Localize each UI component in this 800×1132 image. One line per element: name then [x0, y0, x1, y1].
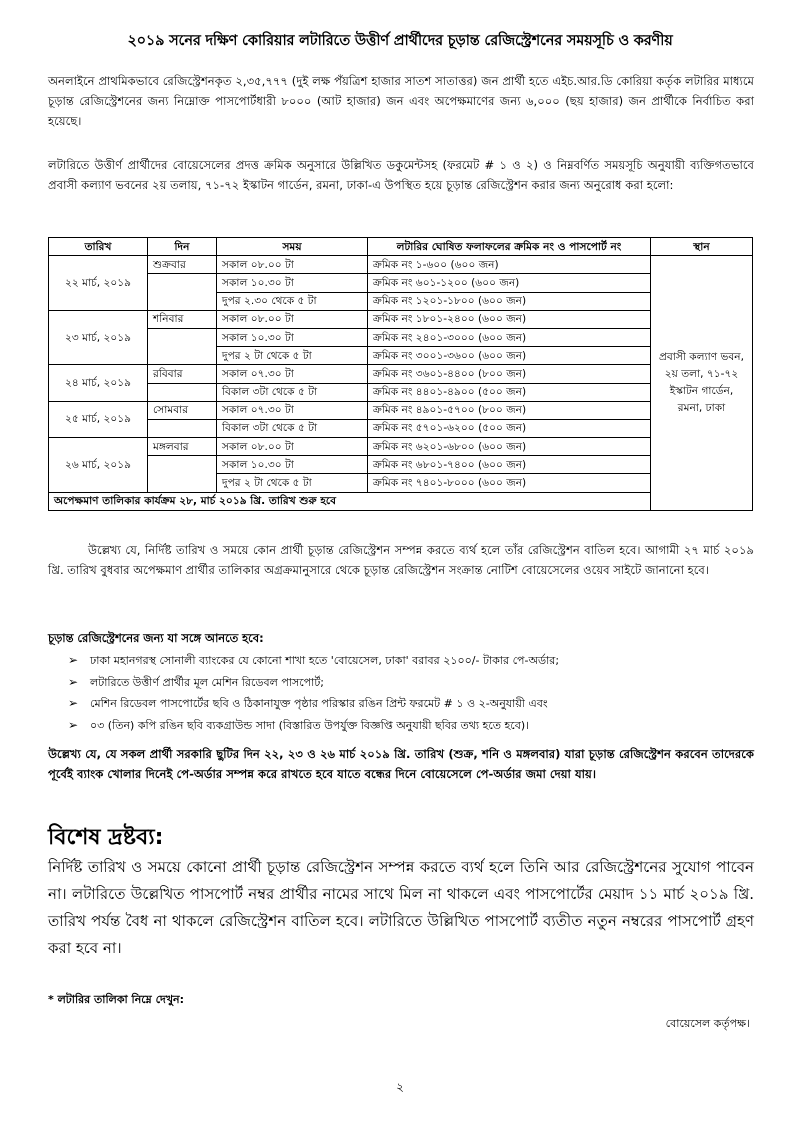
table-row — [49, 438, 753, 456]
time-cell: সকাল ০৭.৩০ টা — [217, 401, 368, 419]
serial-cell: ক্রমিক নং ১৮০১-২৪০০ (৬০০ জন) — [368, 310, 651, 328]
list-item-text: লটারিতে উত্তীর্ণ প্রার্থীর মূল মেশিন রিডেবল পাসপোর্ট; — [90, 675, 325, 689]
date-cell: ২৪ মার্চ, ২০১৯ — [49, 365, 148, 401]
day-cell: রবিবার — [148, 365, 217, 383]
day-cell-empty — [148, 456, 217, 492]
table-row — [49, 419, 753, 437]
serial-cell: ক্রমিক নং ১২০১-১৮০০ (৬০০ জন) — [368, 292, 651, 310]
serial-cell: ক্রমিক নং ৬২০১-৬৮০০ (৬০০ জন) — [368, 438, 651, 456]
time-cell: দুপর ২ টা থেকে ৫ টা — [217, 347, 368, 365]
header-serial: লটারির ঘোষিত ফলাফলের ক্রমিক নং ও পাসপোর্ট নং — [368, 238, 651, 256]
day-cell: মঙ্গলবার — [148, 438, 217, 456]
requirements-title: চূড়ান্ত রেজিস্ট্রেশনের জন্য যা সঙ্গে আনতে হবে: — [48, 631, 264, 645]
time-cell: সকাল ১০.৩০ টা — [217, 456, 368, 474]
day-cell-empty — [148, 383, 217, 401]
header-date: তারিখ — [49, 238, 148, 256]
time-cell: সকাল ০৮.০০ টা — [217, 438, 368, 456]
table-row — [49, 310, 753, 328]
list-item — [68, 650, 758, 672]
header-venue: স্থান — [651, 238, 753, 256]
time-cell: বিকাল ৩টা থেকে ৫ টা — [217, 383, 368, 401]
day-cell-empty — [148, 419, 217, 437]
holiday-note-paragraph: উল্লেখ্য যে, যে সকল প্রার্থী সরকারি ছুটির দিন ২২, ২৩ ও ২৬ মার্চ ২০১৯ খ্রি. তারিখ (শুক্র, শনি ও মঙ্গলবার) যারা চূড়ান্ত রেজিস্ট্রেশন করবেন তাদেরকে পূর্বেই ব্যাংক খোলার দিনেই পে-অর্ডার সম্পন্ন করে রাখতে হবে যাতে বন্ধের দিনে বোয়েসেলে পে-অর্ডার জমা দেয়া যায়। — [48, 747, 754, 781]
serial-cell: ক্রমিক নং ১-৬০০ (৬০০ জন) — [368, 256, 651, 274]
serial-cell: ক্রমিক নং ৩৬০১-৪৪০০ (৮০০ জন) — [368, 365, 651, 383]
serial-cell: ক্রমিক নং ৫৭০১-৬২০০ (৫০০ জন) — [368, 419, 651, 437]
page-number: ২ — [396, 1080, 404, 1094]
day-cell-empty — [148, 328, 217, 364]
day-cell: শুক্রবার — [148, 256, 217, 274]
serial-cell: ক্রমিক নং ৩০০১-৩৬০০ (৬০০ জন) — [368, 347, 651, 365]
signature: বোয়েসেল কর্তৃপক্ষ। — [665, 1017, 750, 1030]
arrow-bullet-icon: ➢ — [68, 717, 79, 732]
schedule-table — [48, 237, 753, 511]
time-cell: সকাল ০৮.০০ টা — [217, 310, 368, 328]
day-cell-empty — [148, 274, 217, 310]
instruction-paragraph: লটারিতে উত্তীর্ণ প্রার্থীদের বোয়েসেলের প্রদত্ত ক্রমিক অনুসারে উল্লিখিত ডকুমেন্টসহ (ফরমেট # ১ ও ২) ও নিম্নবর্ণিত সময়সূচি অনুযায়ী ব্যক্তিগতভাবে প্রবাসী কল্যাণ ভবনের ২য় তলায়, ৭১-৭২ ইস্কাটন গার্ডেন, রমনা, ঢাকা-এ উপস্থিত হয়ে চূড়ান্ত রেজিস্ট্রেশন করার জন্য অনুরোধ করা হলো: — [48, 158, 754, 192]
special-note-heading: বিশেষ দ্রষ্টব্য: — [48, 825, 164, 850]
serial-cell: ক্রমিক নং ৪৯০১-৫৭০০ (৮০০ জন) — [368, 401, 651, 419]
venue-cell: প্রবাসী কল্যাণ ভবন, ২য় তলা, ৭১-৭২ ইস্কাটন গার্ডেন, রমনা, ঢাকা — [651, 256, 753, 511]
date-cell: ২২ মার্চ, ২০১৯ — [49, 256, 148, 311]
time-cell: সকাল ১০.৩০ টা — [217, 328, 368, 346]
cancellation-paragraph: উল্লেখ্য যে, নির্দিষ্ট তারিখ ও সময়ে কোন প্রার্থী চূড়ান্ত রেজিস্ট্রেশন সম্পন্ন করতে ব্যর্থ হলে তাঁর রেজিস্ট্রেশন বাতিল হবে। আগামী ২৭ মার্চ ২০১৯ খ্রি. তারিখ বুধবার অপেক্ষমাণ প্রার্থীর তালিকার অগ্রক্রমানুসারে থেকে চূড়ান্ত রেজিস্ট্রেশন সংক্রান্ত নোটিশ বোয়েসেলের ওয়েব সাইটে জানানো হবে। — [48, 543, 754, 577]
date-cell: ২৬ মার্চ, ২০১৯ — [49, 438, 148, 493]
table-footer-row — [49, 492, 753, 510]
header-time: সময় — [217, 238, 368, 256]
serial-cell: ক্রমিক নং ৬৮০১-৭৪০০ (৬০০ জন) — [368, 456, 651, 474]
table-row — [49, 256, 753, 274]
waiting-list-note: অপেক্ষমাণ তালিকার কার্যক্রম ২৮, মার্চ ২০১৯ খ্রি. তারিখ শুরু হবে — [49, 492, 753, 510]
table-row — [49, 383, 753, 401]
page-title: ২০১৯ সনের দক্ষিণ কোরিয়ার লটারিতে উত্তীর্ণ প্রার্থীদের চূড়ান্ত রেজিস্ট্রেশনের সময়সূচি ও করণীয় — [127, 33, 673, 49]
serial-cell: ক্রমিক নং ৭৪০১-৮০০০ (৬০০ জন) — [368, 474, 651, 492]
time-cell: সকাল ০৭.৩০ টা — [217, 365, 368, 383]
list-item — [68, 672, 758, 694]
table-header-row — [49, 238, 753, 256]
date-cell: ২৫ মার্চ, ২০১৯ — [49, 401, 148, 437]
arrow-bullet-icon: ➢ — [68, 674, 79, 689]
requirements-list — [68, 650, 758, 736]
special-note-paragraph: নির্দিষ্ট তারিখ ও সময়ে কোনো প্রার্থী চূড়ান্ত রেজিস্ট্রেশন সম্পন্ন করতে ব্যর্থ হলে তিনি আর রেজিস্ট্রেশনের সুযোগ পাবেন না। লটারিতে উল্লেখিত পাসপোর্ট নম্বর প্রার্থীর নামের সাথে মিল না থাকলে এবং পাসপোর্টের মেয়াদ ১১ মার্চ ২০১৯ খ্রি. তারিখ পর্যন্ত বৈধ না থাকলে রেজিস্ট্রেশন বাতিল হবে। লটারিতে উল্লিখিত পাসপোর্ট ব্যতীত নতুন নম্বরের পাসপোর্ট গ্রহণ করা হবে না। — [48, 858, 754, 957]
list-item-text: মেশিন রিডেবল পাসপোর্টের ছবি ও ঠিকানাযুক্ত পৃষ্ঠার পরিস্কার রঙিন প্রিন্ট ফরমেট # ১ ও ২-অনুযায়ী এবং — [90, 697, 548, 710]
header-day: দিন — [148, 238, 217, 256]
time-cell: দুপর ২.৩০ থেকে ৫ টা — [217, 292, 368, 310]
table-row — [49, 456, 753, 474]
serial-cell: ক্রমিক নং ৬০১-১২০০ (৬০০ জন) — [368, 274, 651, 292]
list-item-text: ঢাকা মহানগরস্থ সোনালী ব্যাংকের যে কোনো শাখা হতে 'বোয়েসেল, ঢাকা' বরাবর ২১০০/- টাকার পে-অর্ডার; — [90, 654, 560, 667]
arrow-bullet-icon: ➢ — [68, 653, 79, 667]
table-row — [49, 328, 753, 346]
list-item — [68, 715, 758, 737]
table-row — [49, 274, 753, 292]
time-cell: দুপর ২ টা থেকে ৫ টা — [217, 474, 368, 492]
date-cell: ২৩ মার্চ, ২০১৯ — [49, 310, 148, 365]
list-item — [68, 693, 758, 715]
serial-cell: ক্রমিক নং ৪৪০১-৪৯০০ (৫০০ জন) — [368, 383, 651, 401]
list-item-text: ০৩ (তিন) কপি রঙিন ছবি ব্যকগ্রাউন্ড সাদা (বিস্তারিত উপর্যুক্ত বিজ্ঞপ্তি অনুযায়ী ছবির তথ্য হতে হবে)। — [90, 718, 530, 732]
table-row — [49, 365, 753, 383]
time-cell: বিকাল ৩টা থেকে ৫ টা — [217, 419, 368, 437]
day-cell: শনিবার — [148, 310, 217, 328]
time-cell: সকাল ১০.৩০ টা — [217, 274, 368, 292]
day-cell: সোমবার — [148, 401, 217, 419]
intro-paragraph: অনলাইনে প্রাথমিকভাবে রেজিস্ট্রেশনকৃত ২,৩৫,৭৭৭ (দুই লক্ষ পঁয়ত্রিশ হাজার সাতশ সাতাত্তর) জন প্রার্থী হতে এইচ.আর.ডি কোরিয়া কর্তৃক লটারির মাধ্যমে চূড়ান্ত রেজিস্ট্রেশনের জন্য নিম্নোক্ত পাসপোর্টধারী ৮০০০ (আট হাজার) জন এবং অপেক্ষমাণের জন্য ৬,০০০ (ছয় হাজার) জন প্রার্থীকে নির্বাচিত করা হয়েছে। — [48, 74, 754, 128]
arrow-bullet-icon: ➢ — [68, 696, 79, 710]
table-row — [49, 401, 753, 419]
lottery-list-note: * লটারির তালিকা নিম্নে দেখুন: — [48, 993, 185, 1006]
time-cell: সকাল ০৮.০০ টা — [217, 256, 368, 274]
serial-cell: ক্রমিক নং ২৪০১-৩০০০ (৬০০ জন) — [368, 328, 651, 346]
